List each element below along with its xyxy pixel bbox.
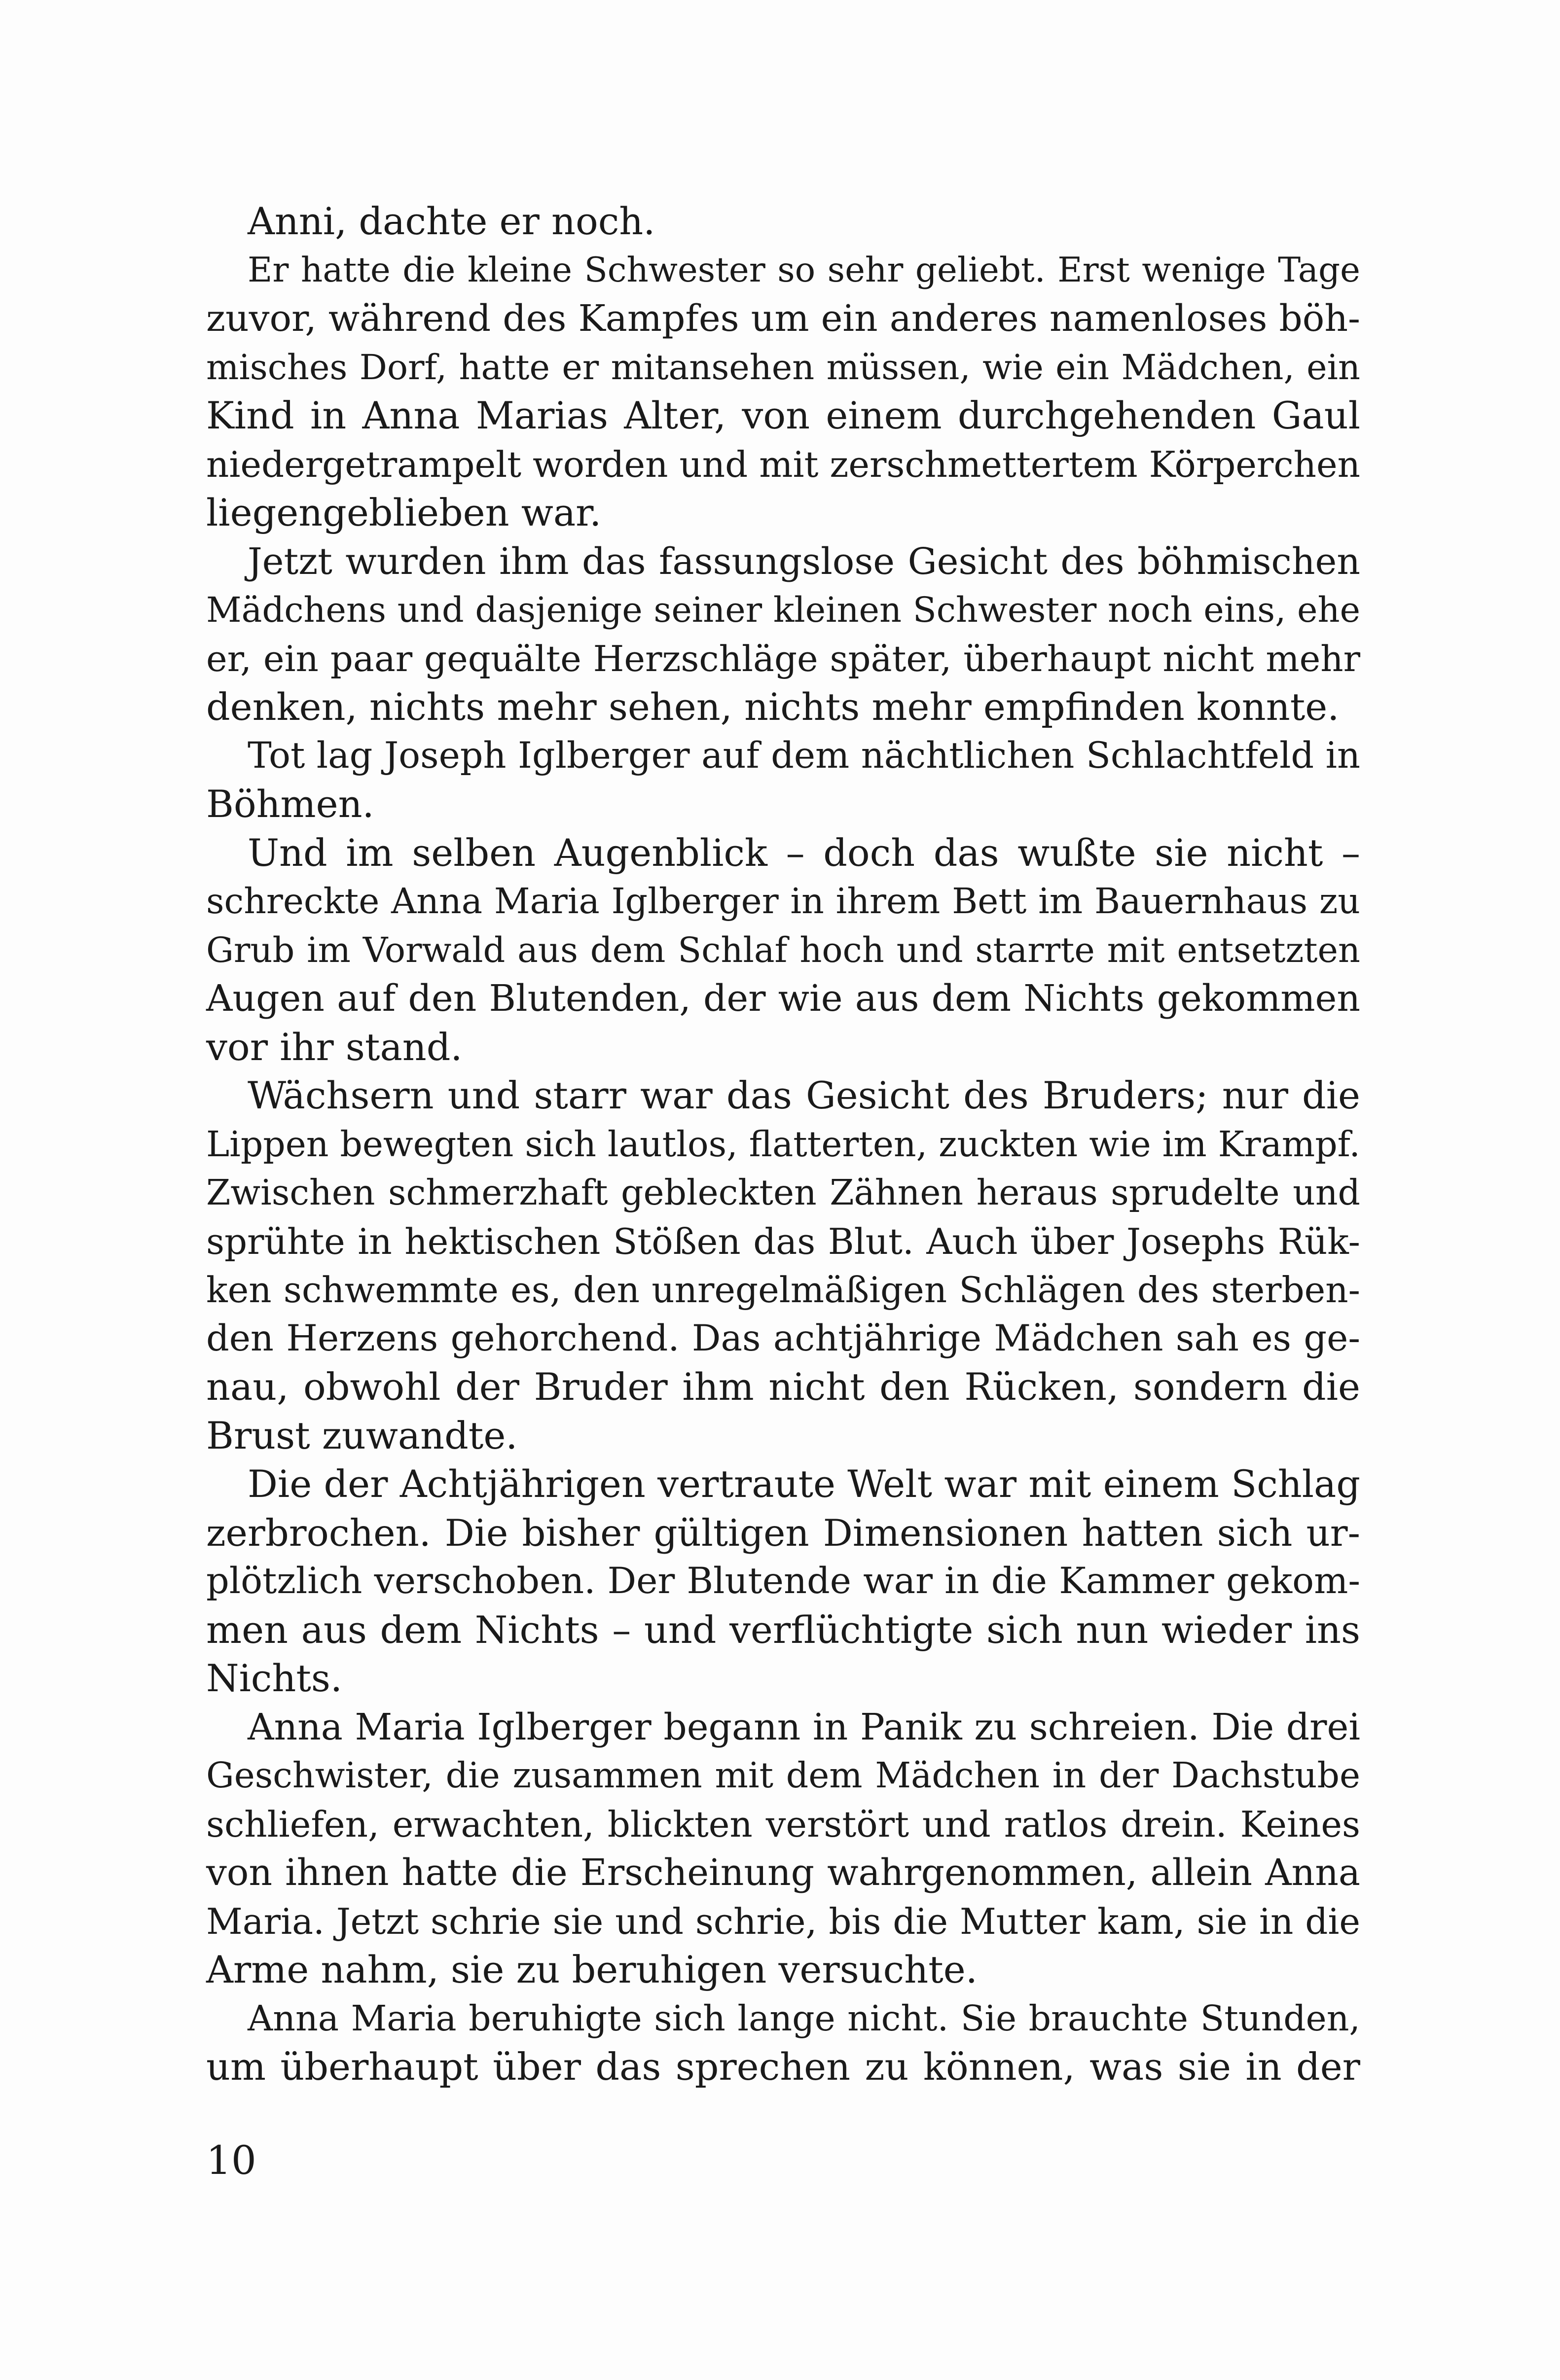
text-line: Jetzt wurden ihm das fassungslose Gesicht des böhmischen	[248, 540, 1360, 583]
text-line: Anna Maria beruhigte sich lange nicht. Sie brauchte Stunden,	[248, 1997, 1360, 2039]
text-line: Wächsern und starr war das Gesicht des Bruders; nur die	[248, 1073, 1360, 1117]
text-line: um überhaupt über das sprechen zu können, was sie in der	[206, 2045, 1360, 2089]
text-line: Nichts.	[206, 1656, 343, 1700]
text-line: Lippen bewegten sich lautlos, flatterten, zuckten wie im Krampf.	[206, 1123, 1360, 1165]
text-line: ken schwemmte es, den unregelmäßigen Schlägen des sterben-	[206, 1269, 1360, 1311]
text-line: nau, obwohl der Bruder ihm nicht den Rücken, sondern die	[206, 1365, 1360, 1409]
text-line: sprühte in hektischen Stößen das Blut. Auch über Josephs Rük-	[206, 1220, 1360, 1262]
text-line: Kind in Anna Marias Alter, von einem durchgehenden Gaul	[206, 393, 1360, 437]
text-line: Mädchens und dasjenige seiner kleinen Schwester noch eins, ehe	[206, 590, 1360, 630]
text-line: zerbrochen. Die bisher gültigen Dimensionen hatten sich ur-	[206, 1511, 1360, 1555]
text-line: Brust zuwandte.	[206, 1413, 518, 1457]
text-line: Grub im Vorwald aus dem Schlaf hoch und starrte mit entsetzten	[206, 929, 1360, 970]
text-line: Böhmen.	[206, 782, 374, 826]
text-line: Geschwister, die zusammen mit dem Mädchen in der Dachstube	[206, 1755, 1360, 1796]
text-line: schreckte Anna Maria Iglberger in ihrem Bett im Bauernhaus zu	[206, 881, 1360, 922]
text-line: men aus dem Nichts – und verflüchtigte sich nun wieder ins	[206, 1607, 1360, 1652]
page-number: 10	[206, 2137, 256, 2183]
text-line: vor ihr stand.	[206, 1025, 463, 1069]
text-line: denken, nichts mehr sehen, nichts mehr empfinden konnte.	[206, 685, 1340, 729]
text-line: Anni, dachte er noch.	[248, 199, 655, 243]
text-line: zuvor, während des Kampfes um ein anderes namenloses böh-	[206, 297, 1360, 340]
text-line: Zwischen schmerzhaft gebleckten Zähnen heraus sprudelte und	[206, 1172, 1360, 1213]
text-line: Tot lag Joseph Iglberger auf dem nächtlichen Schlachtfeld in	[248, 734, 1360, 777]
text-line: Augen auf den Blutenden, der wie aus dem Nichts gekommen	[206, 977, 1360, 1020]
text-line: Er hatte die kleine Schwester so sehr geliebt. Erst wenige Tage	[248, 250, 1360, 290]
text-line: Anna Maria Iglberger begann in Panik zu schreien. Die drei	[248, 1705, 1360, 1748]
text-line: plötzlich verschoben. Der Blutende war in die Kammer gekom-	[206, 1560, 1360, 1602]
text-line: schliefen, erwachten, blickten verstört und ratlos drein. Keines	[206, 1803, 1360, 1845]
text-line: Und im selben Augenblick – doch das wußte sie nicht –	[248, 830, 1360, 875]
text-line: er, ein paar gequälte Herzschläge später, überhaupt nicht mehr	[206, 638, 1360, 679]
text-line: niedergetrampelt worden und mit zerschmettertem Körperchen	[206, 443, 1360, 485]
text-line: liegengeblieben war.	[206, 491, 602, 534]
text-line: den Herzens gehorchend. Das achtjährige Mädchen sah es ge-	[206, 1317, 1360, 1359]
text-line: Arme nahm, sie zu beruhigen versuchte.	[206, 1948, 978, 1991]
body-text	[206, 197, 1360, 2092]
text-line: von ihnen hatte die Erscheinung wahrgenommen, allein Anna	[206, 1851, 1360, 1894]
text-line: misches Dorf, hatte er mitansehen müssen, wie ein Mädchen, ein	[206, 347, 1360, 388]
text-line: Maria. Jetzt schrie sie und schrie, bis die Mutter kam, sie in die	[206, 1900, 1360, 1942]
text-line: Die der Achtjährigen vertraute Welt war mit einem Schlag	[248, 1462, 1360, 1506]
